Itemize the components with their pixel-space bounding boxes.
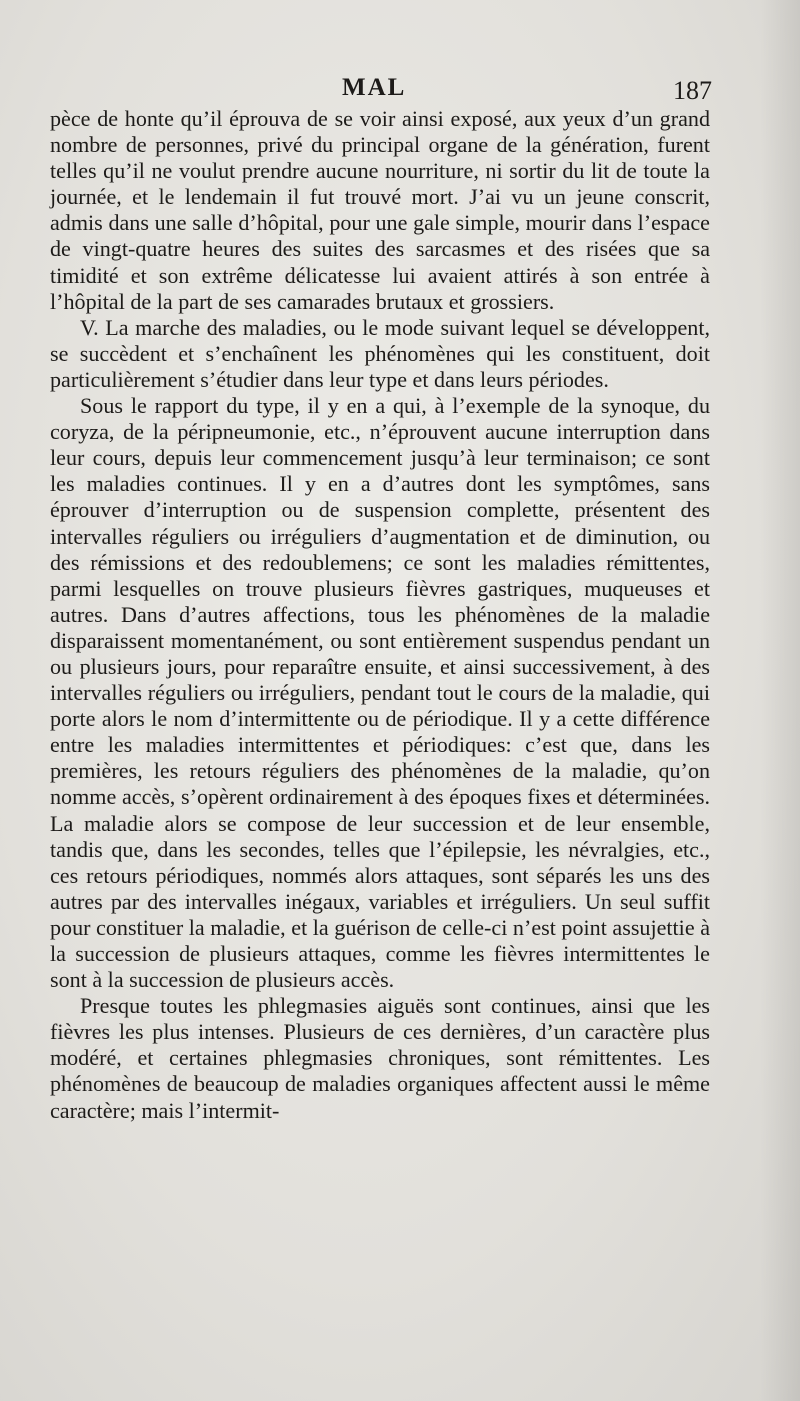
paragraph-v: V. La marche des maladies, ou le mode suivant lequel se développent, se succèdent et s’enchaînent les phénomènes qui les constituent, doit particulièrement s’étudier dans leur type et dans leurs périodes.	[50, 314, 710, 392]
paragraph-phlegmasies: Presque toutes les phlegmasies aiguës sont continues, ainsi que les fièvres les plus intenses. Plusieurs de ces dernières, d’un caractère plus modéré, et certaines phlegmasies chroniques, sont rémittentes. Les phénomènes de beaucoup de maladies organiques affectent aussi le même caractère; mais l’intermit-	[50, 993, 710, 1123]
paragraph-continuation: pèce de honte qu’il éprouva de se voir ainsi exposé, aux yeux d’un grand nombre de personnes, privé du principal organe de la génération, furent telles qu’il ne voulut prendre aucune nourriture, ni sortir du lit de toute la journée, et le lendemain il fut trouvé mort. J’ai vu un jeune conscrit, admis dans une salle d’hôpital, pour une gale simple, mourir dans l’espace de vingt-quatre heures des suites des sarcasmes et des risées que sa timidité et son extrême délicatesse lui avaient attirés à son entrée à l’hôpital de la part de ses camarades brutaux et grossiers.	[50, 106, 710, 314]
page-number: 187	[673, 76, 712, 105]
page-edge-shadow	[760, 0, 800, 1401]
paragraph-type: Sous le rapport du type, il y en a qui, à l’exemple de la synoque, du coryza, de la péripneumonie, etc., n’éprouvent aucune interruption dans leur cours, depuis leur commencement jusqu’à leur terminaison; ce sont les maladies continues. Il y en a d’autres dont les symptômes, sans éprouver d’interruption ou de suspension complette, présentent des intervalles réguliers ou irréguliers d’augmentation et de diminution, ou des rémissions et des redoublemens; ce sont les maladies rémittentes, parmi lesquelles on trouve plusieurs fièvres gastriques, muqueuses et autres. Dans d’autres affections, tous les phénomènes de la maladie disparaissent momentanément, ou sont entièrement suspendus pendant un ou plusieurs jours, pour reparaître ensuite, et ainsi successivement, à des intervalles réguliers ou irréguliers, pendant tout le cours de la maladie, qui porte alors le nom d’intermittente ou de périodique. Il y a cette différence entre les maladies intermittentes et périodiques: c’est que, dans les premières, les retours réguliers des phénomènes de la maladie, qu’on nomme accès, s’opèrent ordinairement à des époques fixes et déterminées. La maladie alors se compose de leur succession et de leur ensemble, tandis que, dans les secondes, telles que l’épilepsie, les névralgies, etc., ces retours périodiques, nommés alors attaques, sont séparés les uns des autres par des intervalles inégaux, variables et irréguliers. Un seul suffit pour constituer la maladie, et la guérison de celle-ci n’est point assujettie à la succession de plusieurs attaques, comme les fièvres intermittentes le sont à la succession de plusieurs accès.	[50, 393, 710, 993]
body-text	[50, 106, 710, 1124]
page-header	[52, 74, 712, 106]
running-head: MAL	[342, 74, 407, 101]
